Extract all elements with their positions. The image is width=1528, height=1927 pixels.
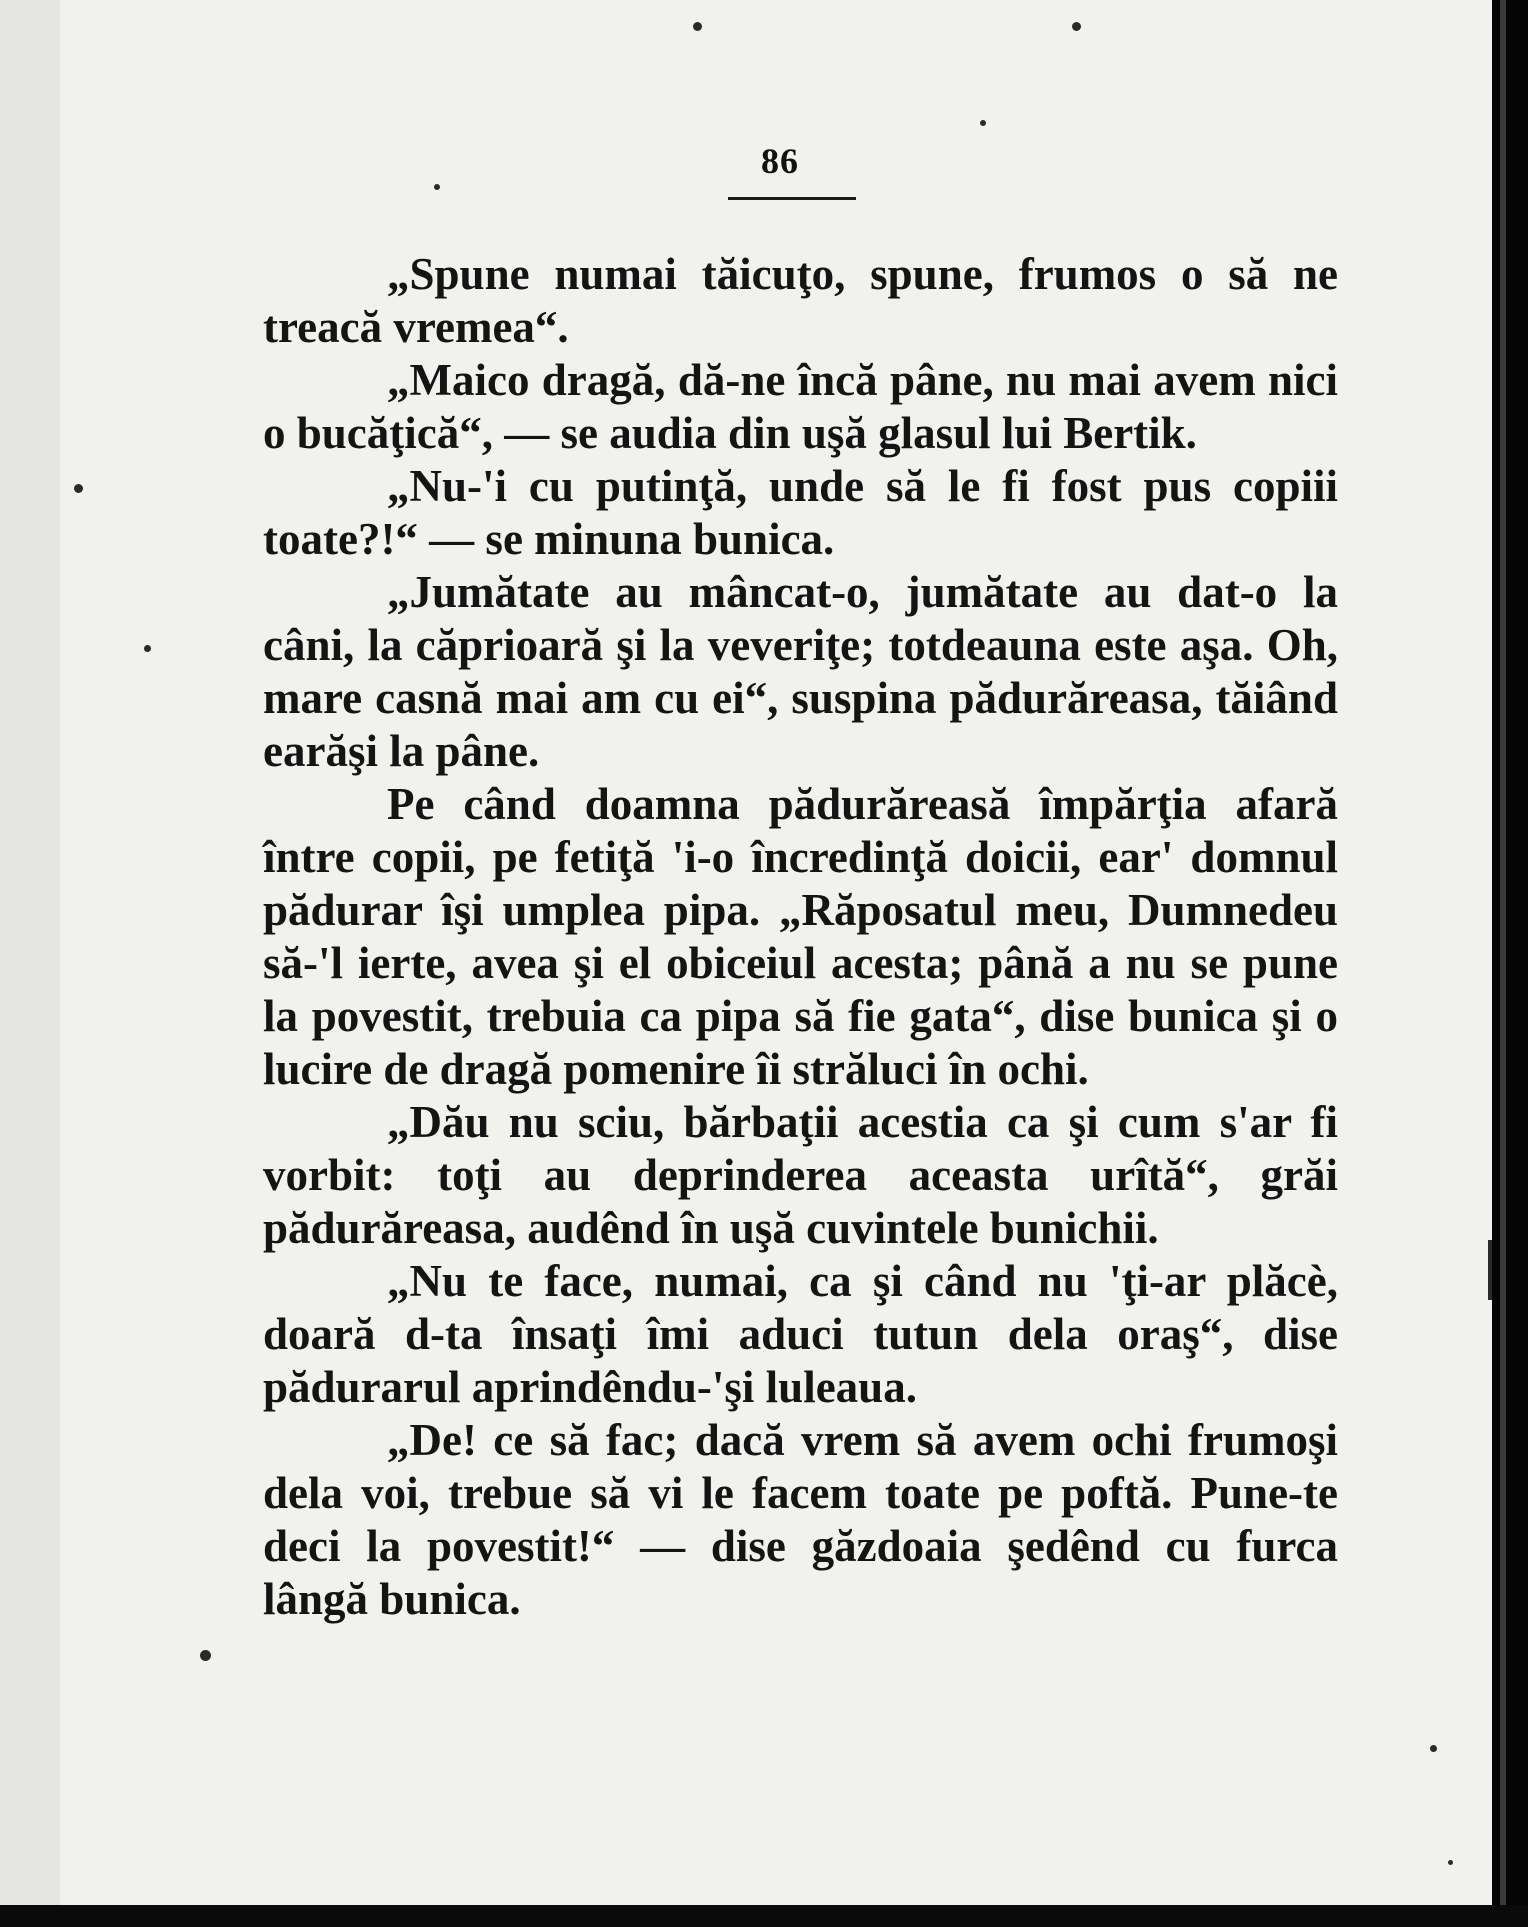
paragraph: „Nu-'i cu putinţă, unde să le fi fost pus copiii toate?!“ — se minuna bunica. (263, 461, 1338, 564)
scan-speck (1072, 22, 1081, 31)
paragraph: „Jumătate au mâncat-o, jumătate au dat-o la câni, la căprioară şi la veveriţe; totdeauna este aşa. Oh, mare casnă mai am cu ei“, suspina pădurăreasa, tăiând earăşi la pâne. (263, 567, 1338, 776)
text-body (263, 248, 1338, 1626)
scan-border-right (1492, 0, 1528, 1927)
paragraph: „De! ce să fac; dacă vrem să avem ochi frumoşi dela voi, trebue să vi le facem toate pe poftă. Pune-te deci la povestit!“ — dise găzdoaia şedênd cu furca lângă bunica. (263, 1415, 1338, 1624)
scan-noise-left (0, 0, 60, 1905)
page-number: 86 (761, 141, 799, 181)
paragraph: „Spune numai tăicuţo, spune, frumos o să ne treacă vremea“. (263, 249, 1338, 352)
scan-border-bottom (0, 1905, 1528, 1927)
scan-speck (74, 484, 83, 493)
scan-speck (693, 22, 702, 31)
page-edge (1500, 0, 1506, 1927)
paragraph: „Maico dragă, dă-ne încă pâne, nu mai avem nici o bucăţică“, — se audia din uşă glasul lui Bertik. (263, 355, 1338, 458)
paragraph: Pe când doamna pădurăreasă împărţia afară între copii, pe fetiţă 'i-o încredinţă doicii, ear' domnul pădurar îşi umplea pipa. „Răposatul meu, Dumnedeu să-'l ierte, avea şi el obiceiul acesta; până a nu se pune la povestit, trebuia ca pipa să fie gata“, dise bunica şi o lucire de dragă pomenire îi străluci în ochi. (263, 779, 1338, 1094)
scan-speck (434, 184, 440, 190)
paragraph: „Nu te face, numai, ca şi când nu 'ţi-ar plăcè, doară d-ta însaţi îmi aduci tutun dela oraş“, dise pădurarul aprindêndu-'şi luleaua. (263, 1256, 1338, 1412)
page-number-rule (728, 197, 856, 200)
scan-speck (144, 645, 151, 652)
paragraph: „Dău nu sciu, bărbaţii acestia ca şi cum s'ar fi vorbit: toţi au deprinderea aceasta urîtă“, grăi pădurăreasa, audênd în uşă cuvintele bunichii. (263, 1097, 1338, 1253)
scan-speck (1430, 1745, 1437, 1752)
scan-speck (200, 1650, 211, 1661)
scan-speck (980, 120, 986, 126)
scan-speck (1448, 1860, 1453, 1865)
